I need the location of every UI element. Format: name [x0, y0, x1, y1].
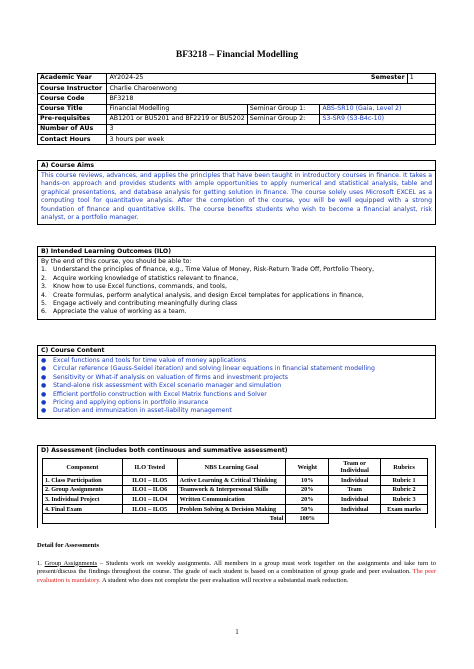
course-content-section	[37, 345, 436, 419]
column-header: NBS Learning Goal	[177, 459, 286, 476]
ilo-heading: B) Intended Learning Outcomes (ILO)	[38, 247, 435, 257]
list-item: 4. Create formulas, perform analytical analysis, and design Excel templates for applications in finance,	[41, 291, 364, 299]
seminar-group-1-label: Seminar Group 1:	[247, 104, 320, 114]
table-row: 1. Class Participation ILO1 – ILO5 Active Learning & Critical Thinking 10% Individual Rubric 1	[43, 476, 428, 486]
list-item: ● Sensitivity or What-if analysis on valuation of firms and investment projects	[41, 373, 288, 381]
course-aims-text: This course reviews, advances, and applies the principles that have been taught in introductory courses in finance. It takes a hands-on approach and provides students with ample opportunities to apply numerical and statistical analysis, table and graphical presentations, and database analysis for getting solution in finance. The course solely uses Microsoft EXCEL as a computing tool for quantitative analysis. After the completion of the course, you will be well equipped with a strong foundation of finance and quantitative skills. The course benefits students who wish to become a financial analyst, risk analyst, or a portfolio manager.	[41, 172, 432, 222]
page-number: 1	[235, 628, 239, 636]
column-header: Weight	[286, 459, 329, 476]
semester-label: Semester	[320, 74, 407, 84]
bullet-icon: ●	[41, 399, 47, 407]
details-item-title: Group Assignments	[44, 559, 98, 567]
assessment-section	[37, 445, 436, 528]
column-header: Component	[43, 459, 123, 476]
column-header: Rubrics	[381, 459, 428, 476]
contact-hours-label: Contact Hours	[38, 135, 107, 145]
list-item: 6. Appreciate the value of working as a team.	[41, 308, 187, 316]
total-value: 100%	[286, 514, 329, 524]
seminar-group-1-value: ABS-SR10 (Gaia, Level 2)	[320, 104, 436, 114]
course-title-value: Financial Modelling	[107, 104, 247, 114]
seminar-group-2-value: S3-SR9 (S3-B4c-10)	[320, 114, 436, 124]
bullet-icon: ●	[41, 382, 47, 390]
seminar-group-2-label: Seminar Group 2:	[247, 114, 320, 124]
course-title-label: Course Title	[38, 104, 107, 114]
academic-year-value: AY2024-25	[107, 74, 320, 84]
course-content-heading: C) Course Content	[38, 346, 435, 356]
bullet-icon: ●	[41, 390, 47, 398]
prereq-value: AB1201 or BU5201 and BF2219 or BU5202	[107, 114, 247, 124]
list-item: ● Excel functions and tools for time value of money applications	[41, 357, 247, 364]
column-header: ILO Tested	[122, 459, 177, 476]
ilo-intro: By the end of this course, you should be able to:	[41, 258, 192, 265]
ilo-section	[37, 246, 436, 320]
list-item: ● Duration and immunization in asset-liability management	[41, 407, 232, 415]
column-header: Team or Individual	[329, 459, 381, 476]
mandatory-note: The peer evaluation is mandatory.	[37, 568, 437, 584]
details-paragraph: 1. Group Assignments – Students work on weekly assignments. All members in a group must work together on the assignments and take turn to present/discuss the findings throughout the course. The grade of each student is based on a combination of group grade and peer evaluation. The peer evaluation is mandatory. A student who does not complete the peer evaluation will receive a substantial mark reduction.	[37, 559, 437, 584]
contact-hours-value: 3 hours per week	[107, 135, 436, 145]
total-label: Total	[43, 514, 286, 524]
course-code-value: BF3218	[107, 94, 436, 104]
bullet-icon: ●	[41, 373, 47, 381]
list-item: ● Efficient portfolio construction with Excel Matrix functions and Solver	[41, 390, 267, 398]
academic-year-label: Academic Year	[38, 74, 107, 84]
instructor-value: Charlie Charoenwong	[107, 84, 436, 94]
semester-value: 1	[407, 74, 435, 84]
bullet-icon: ●	[41, 357, 47, 364]
total-row	[43, 514, 428, 524]
instructor-label: Course Instructor	[38, 84, 107, 94]
bullet-icon: ●	[41, 407, 47, 415]
list-item: 5. Engage actively and contributing meaningfully during class	[41, 300, 238, 308]
table-row: 3. Individual Project ILO1 – ILO4 Written Communication 20% Individual Rubric 3	[43, 495, 428, 505]
list-item: 3. Know how to use Excel functions, commands, and tools,	[41, 283, 227, 291]
assessment-table	[42, 458, 428, 524]
details-heading: Detail for Assessments	[37, 542, 99, 549]
aus-value: 3	[107, 124, 436, 134]
bullet-icon: ●	[41, 365, 47, 373]
list-item: ● Circular reference (Gauss-Seidel iteration) and solving linear equations in financial statement modelling	[41, 365, 375, 373]
course-aims-section	[37, 160, 436, 225]
course-code-label: Course Code	[38, 94, 107, 104]
course-info-table	[37, 73, 436, 145]
page-title: BF3218 – Financial Modelling	[175, 50, 299, 60]
prereq-label: Pre-requisites	[38, 114, 107, 124]
list-item: ● Stand-alone risk assessment with Excel scenario manager and simulation	[41, 382, 282, 390]
list-item: 2. Acquire working knowledge of statistics relevant to finance,	[41, 274, 239, 282]
table-row: 2. Group Assignments ILO1 – ILO6 Teamwork & Interpersonal Skills 20% Team Rubric 2	[43, 485, 428, 495]
aus-label: Number of AUs	[38, 124, 107, 134]
table-row: 4. Final Exam ILO1 – ILO5 Problem Solving & Decision Making 50% Individual Exam marks	[43, 504, 428, 514]
course-aims-heading: A) Course Aims	[38, 161, 435, 171]
list-item: ● Pricing and applying options in portfolio insurance	[41, 399, 209, 407]
assessment-details	[37, 542, 436, 585]
list-item: 1. Understand the principles of finance, e.g., Time Value of Money, Risk-Return Trade Off, Portfolio Theory,	[41, 266, 375, 274]
assessment-heading: D) Assessment (includes both continuous and summative assessment)	[41, 447, 288, 454]
